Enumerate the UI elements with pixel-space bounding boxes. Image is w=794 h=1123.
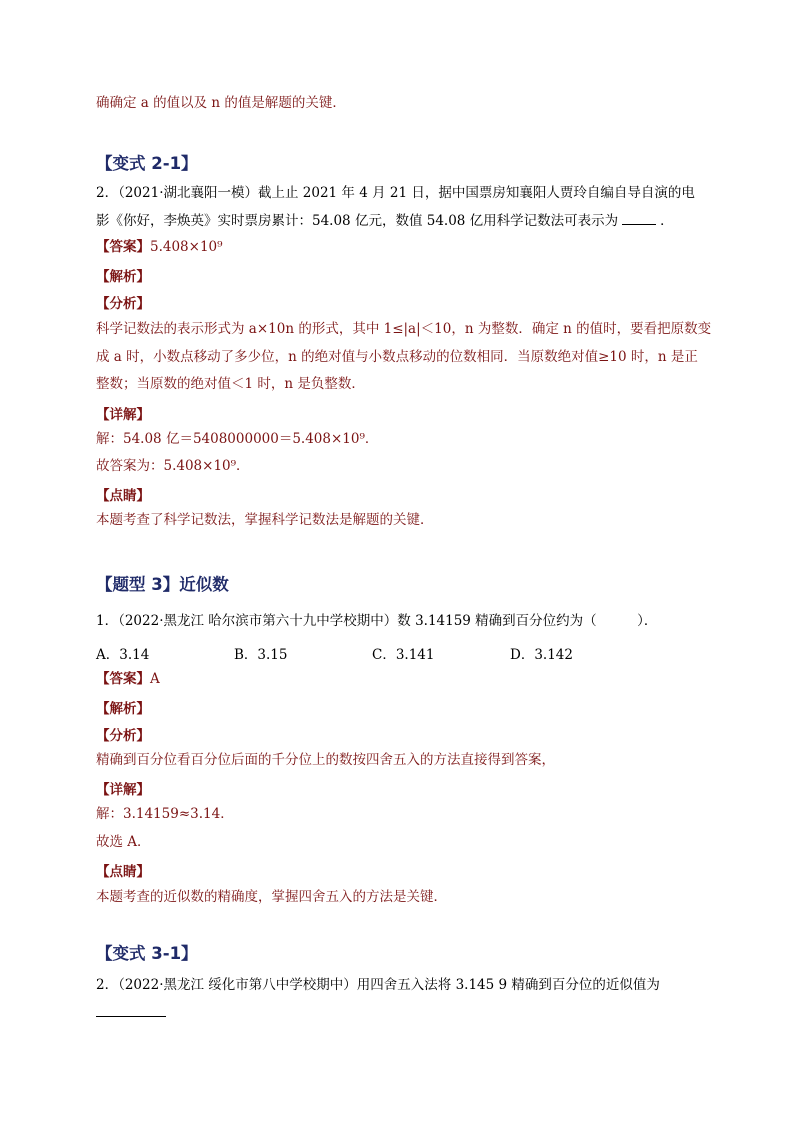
question-2-end: ． xyxy=(660,213,674,229)
question-1-line: 1．（2022·黑龙江 哈尔滨市第六十九中学校期中）数 3.14159 精确到百分位约为（ ）． xyxy=(96,613,658,629)
answer-blank xyxy=(622,212,656,225)
answer-line xyxy=(96,238,223,256)
comment-tag: 【点睛】 xyxy=(96,488,150,504)
variant-2-1-heading: 【变式 2-1】 xyxy=(96,154,198,173)
fenxi-line-3-1: 精确到百分位看百分位后面的千分位上的数按四舍五入的方法直接得到答案， xyxy=(96,752,555,768)
fenxi-line-1: 科学记数法的表示形式为 a×10n 的形式，其中 1≤|a|＜10，n 为整数．确定 n 的值时，要看把原数变 xyxy=(96,321,712,337)
answer-line-3 xyxy=(96,670,160,688)
answer-blank-long xyxy=(96,1016,166,1017)
answer-value-3: A xyxy=(150,671,160,687)
option-b: B．3.15 xyxy=(234,647,288,663)
detail-tag-3: 【详解】 xyxy=(96,782,150,798)
option-d: D．3.142 xyxy=(510,647,573,663)
answer-tag: 【答案】 xyxy=(96,239,150,255)
fenxi-line-3: 整数；当原数的绝对值＜1 时，n 是负整数． xyxy=(96,376,365,392)
type-3-heading: 【题型 3】近似数 xyxy=(96,575,229,594)
variant-3-1-heading: 【变式 3-1】 xyxy=(96,944,198,963)
comment-tag-3: 【点睛】 xyxy=(96,864,150,880)
option-c: C．3.141 xyxy=(372,647,435,663)
detail-line-3-2: 故选 A． xyxy=(96,834,151,850)
comment-line-3: 本题考查的近似数的精确度，掌握四舍五入的方法是关键． xyxy=(96,889,447,905)
detail-tag: 【详解】 xyxy=(96,407,150,423)
fenxi-line-2: 成 a 时，小数点移动了多少位，n 的绝对值与小数点移动的位数相同．当原数绝对值≥10 时，n 是正 xyxy=(96,349,698,365)
answer-value: 5.408×10⁹ xyxy=(150,239,223,255)
fenxi-tag: 【分析】 xyxy=(96,296,150,312)
question-2-text: 影《你好，李焕英》实时票房累计：54.08 亿元，数值 54.08 亿用科学记数法可表示为 xyxy=(96,213,619,229)
fenxi-tag-3: 【分析】 xyxy=(96,728,150,744)
question-2-line-1: 2．（2021·湖北襄阳一模）截上止 2021 年 4 月 21 日，据中国票房知襄阳人贾玲自编自导自演的电 xyxy=(96,185,695,201)
question-2b-line: 2．（2022·黑龙江 绥化市第八中学校期中）用四舍五入法将 3.145 9 精确到百分位的近似值为 xyxy=(96,977,660,993)
intro-line: 确确定 a 的值以及 n 的值是解题的关键． xyxy=(96,95,346,111)
detail-line-1: 解：54.08 亿＝5408000000＝5.408×10⁹． xyxy=(96,431,379,447)
detail-line-3-1: 解：3.14159≈3.14． xyxy=(96,806,234,822)
analysis-tag: 【解析】 xyxy=(96,269,150,285)
analysis-tag-3: 【解析】 xyxy=(96,701,150,717)
comment-line: 本题考查了科学记数法，掌握科学记数法是解题的关键． xyxy=(96,512,434,528)
option-a: A．3.14 xyxy=(96,647,150,663)
answer-tag-3: 【答案】 xyxy=(96,671,150,687)
detail-line-2: 故答案为：5.408×10⁹． xyxy=(96,458,250,474)
question-2-line-2 xyxy=(96,212,674,230)
